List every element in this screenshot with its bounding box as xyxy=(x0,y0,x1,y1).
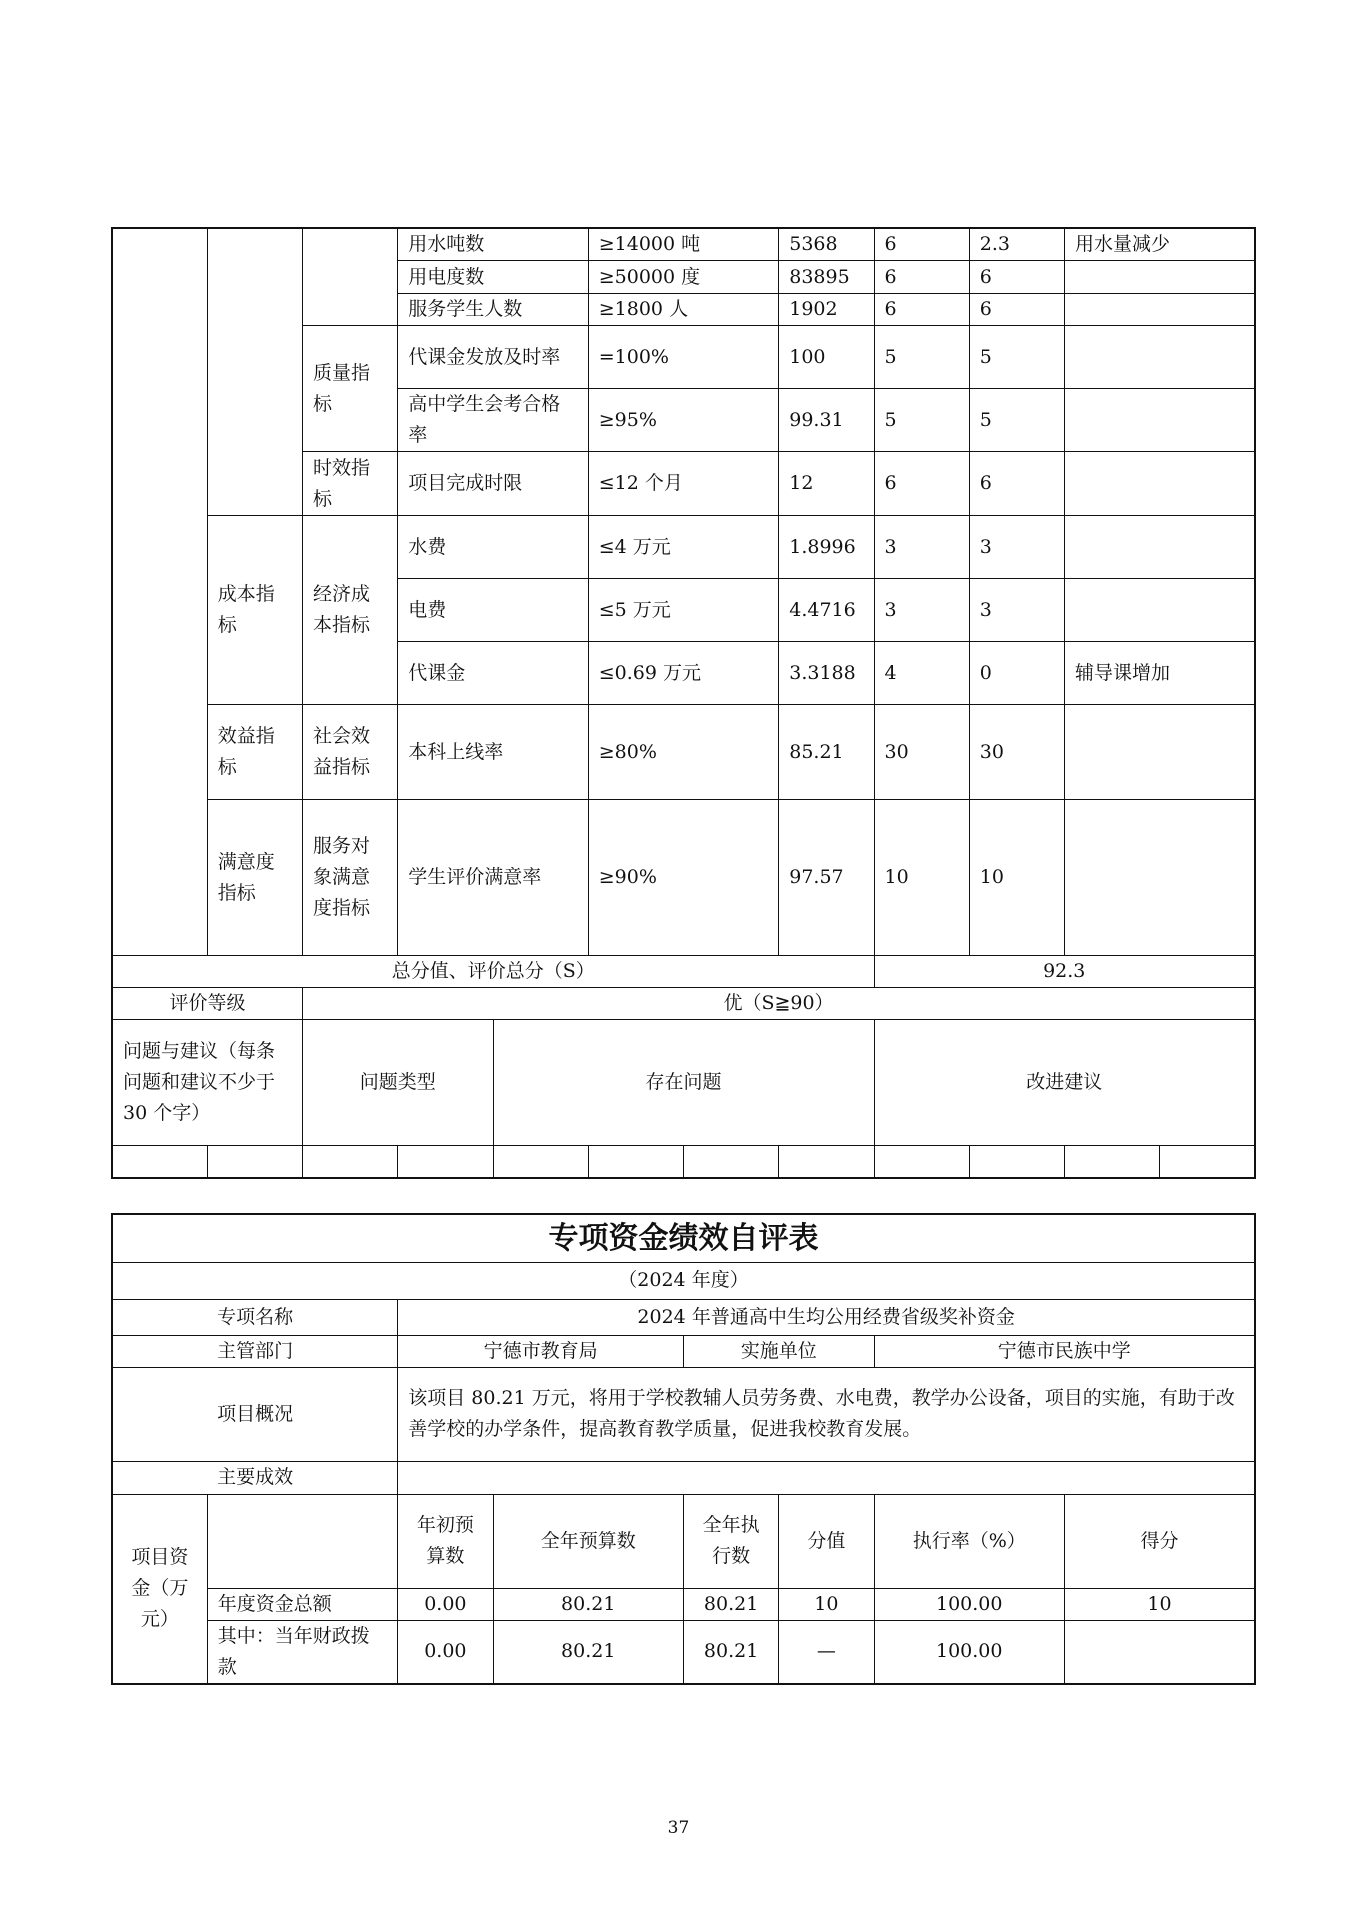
total-label: 总分值、评价总分（S） xyxy=(112,956,874,988)
cell-weight: 10 xyxy=(779,1588,874,1620)
indicator-name: 电费 xyxy=(398,579,589,642)
project-name-label: 专项名称 xyxy=(112,1299,398,1335)
indicator-note: 辅导课增加 xyxy=(1065,642,1256,705)
level1-cost: 成本指标 xyxy=(207,516,302,705)
indicator-actual: 5368 xyxy=(779,228,874,261)
indicator-score: 10 xyxy=(969,800,1064,956)
indicator-target: ≥14000 吨 xyxy=(588,228,779,261)
table-row xyxy=(112,705,1255,800)
indicator-score: 3 xyxy=(969,579,1064,642)
indicator-name: 服务学生人数 xyxy=(398,294,589,326)
blank-cell xyxy=(207,1146,302,1178)
indicator-actual: 3.3188 xyxy=(779,642,874,705)
indicator-name: 项目完成时限 xyxy=(398,452,589,516)
indicator-weight: 30 xyxy=(874,705,969,800)
indicator-target: ≥80% xyxy=(588,705,779,800)
indicator-name: 代课金发放及时率 xyxy=(398,326,589,389)
indicator-score: 6 xyxy=(969,452,1064,516)
results-label: 主要成效 xyxy=(112,1461,398,1494)
indicator-target: =100% xyxy=(588,326,779,389)
indicator-note xyxy=(1065,261,1256,294)
indicator-target: ≥95% xyxy=(588,389,779,452)
indicator-note xyxy=(1065,579,1256,642)
indicator-target: ≤5 万元 xyxy=(588,579,779,642)
indicator-target: ≥1800 人 xyxy=(588,294,779,326)
level2-satisfaction: 服务对象满意度指标 xyxy=(303,800,398,956)
level0-blank xyxy=(112,228,207,956)
indicator-note xyxy=(1065,326,1256,389)
blank-cell xyxy=(493,1146,588,1178)
blank-cell xyxy=(1065,1146,1160,1178)
indicator-target: ≤12 个月 xyxy=(588,452,779,516)
table-row xyxy=(112,1620,1255,1684)
indicator-weight: 6 xyxy=(874,452,969,516)
level2-blank xyxy=(303,228,398,326)
grade-value: 优（S≧90） xyxy=(303,988,1256,1020)
indicator-actual: 85.21 xyxy=(779,705,874,800)
cell-executed: 80.21 xyxy=(684,1588,779,1620)
cell-executed: 80.21 xyxy=(684,1620,779,1684)
indicator-score: 6 xyxy=(969,294,1064,326)
indicator-note xyxy=(1065,705,1256,800)
cell-score xyxy=(1065,1620,1256,1684)
dept-value: 宁德市教育局 xyxy=(398,1335,684,1367)
indicator-actual: 1.8996 xyxy=(779,516,874,579)
indicator-note xyxy=(1065,389,1256,452)
page-number: 37 xyxy=(667,1818,690,1838)
indicator-actual: 83895 xyxy=(779,261,874,294)
cell-initial: 0.00 xyxy=(398,1588,493,1620)
level1-benefit: 效益指标 xyxy=(207,705,302,800)
indicator-note: 用水量减少 xyxy=(1065,228,1256,261)
indicator-actual: 4.4716 xyxy=(779,579,874,642)
issue-problem-header: 存在问题 xyxy=(493,1020,874,1146)
blank-cell xyxy=(112,1146,207,1178)
indicator-score: 0 xyxy=(969,642,1064,705)
indicator-actual: 1902 xyxy=(779,294,874,326)
indicator-weight: 10 xyxy=(874,800,969,956)
indicator-target: ≥50000 度 xyxy=(588,261,779,294)
indicator-score: 5 xyxy=(969,389,1064,452)
cell-rate: 100.00 xyxy=(874,1620,1065,1684)
level2-quality: 质量指标 xyxy=(303,326,398,452)
indicator-note xyxy=(1065,452,1256,516)
blank-header xyxy=(207,1494,398,1588)
overview-value: 该项目 80.21 万元，将用于学校教辅人员劳务费、水电费，教学办公设备，项目的实施，有助于改善学校的办学条件，提高教育教学质量，促进我校教育发展。 xyxy=(398,1367,1255,1461)
indicator-name: 用水吨数 xyxy=(398,228,589,261)
indicator-name: 本科上线率 xyxy=(398,705,589,800)
total-value: 92.3 xyxy=(874,956,1255,988)
indicator-note xyxy=(1065,800,1256,956)
indicator-actual: 97.57 xyxy=(779,800,874,956)
indicator-name: 学生评价满意率 xyxy=(398,800,589,956)
level2-econ-cost: 经济成本指标 xyxy=(303,516,398,705)
table-year: （2024 年度） xyxy=(112,1262,1255,1299)
blank-cell xyxy=(1160,1146,1255,1178)
blank-cell xyxy=(684,1146,779,1178)
cell-annual: 80.21 xyxy=(493,1620,684,1684)
special-fund-self-evaluation-table xyxy=(111,1213,1256,1685)
cell-annual: 80.21 xyxy=(493,1588,684,1620)
table-row xyxy=(112,228,1255,261)
blank-cell xyxy=(969,1146,1064,1178)
project-name-value: 2024 年普通高中生均公用经费省级奖补资金 xyxy=(398,1299,1255,1335)
issue-type-header: 问题类型 xyxy=(303,1020,494,1146)
indicator-score: 5 xyxy=(969,326,1064,389)
header-weight: 分值 xyxy=(779,1494,874,1588)
header-initial: 年初预算数 xyxy=(398,1494,493,1588)
indicator-target: ≥90% xyxy=(588,800,779,956)
level2-timeliness: 时效指标 xyxy=(303,452,398,516)
performance-indicator-table xyxy=(111,227,1256,1179)
header-score: 得分 xyxy=(1065,1494,1256,1588)
overview-label: 项目概况 xyxy=(112,1367,398,1461)
header-rate: 执行率（%） xyxy=(874,1494,1065,1588)
blank-cell xyxy=(303,1146,398,1178)
unit-value: 宁德市民族中学 xyxy=(874,1335,1255,1367)
level2-social: 社会效益指标 xyxy=(303,705,398,800)
cell-rate: 100.00 xyxy=(874,1588,1065,1620)
issue-suggestion-header: 改进建议 xyxy=(874,1020,1255,1146)
indicator-name: 水费 xyxy=(398,516,589,579)
header-executed: 全年执行数 xyxy=(684,1494,779,1588)
table-title: 专项资金绩效自评表 xyxy=(112,1214,1255,1262)
funds-label: 项目资金（万元） xyxy=(112,1494,207,1684)
indicator-actual: 99.31 xyxy=(779,389,874,452)
indicator-weight: 3 xyxy=(874,516,969,579)
header-annual: 全年预算数 xyxy=(493,1494,684,1588)
blank-cell xyxy=(398,1146,493,1178)
row-label: 其中：当年财政拨款 xyxy=(207,1620,398,1684)
indicator-score: 30 xyxy=(969,705,1064,800)
grade-label: 评价等级 xyxy=(112,988,303,1020)
indicator-weight: 5 xyxy=(874,326,969,389)
indicator-actual: 12 xyxy=(779,452,874,516)
level1-blank xyxy=(207,228,302,516)
indicator-actual: 100 xyxy=(779,326,874,389)
blank-cell xyxy=(874,1146,969,1178)
cell-weight: — xyxy=(779,1620,874,1684)
level1-satisfaction: 满意度指标 xyxy=(207,800,302,956)
issues-label: 问题与建议（每条问题和建议不少于 30 个字） xyxy=(112,1020,303,1146)
indicator-name: 用电度数 xyxy=(398,261,589,294)
indicator-name: 代课金 xyxy=(398,642,589,705)
unit-label: 实施单位 xyxy=(684,1335,875,1367)
indicator-note xyxy=(1065,294,1256,326)
indicator-weight: 6 xyxy=(874,228,969,261)
indicator-score: 6 xyxy=(969,261,1064,294)
row-label: 年度资金总额 xyxy=(207,1588,398,1620)
blank-cell xyxy=(588,1146,683,1178)
cell-initial: 0.00 xyxy=(398,1620,493,1684)
indicator-note xyxy=(1065,516,1256,579)
indicator-weight: 6 xyxy=(874,261,969,294)
results-value xyxy=(398,1461,1255,1494)
indicator-score: 2.3 xyxy=(969,228,1064,261)
indicator-target: ≤4 万元 xyxy=(588,516,779,579)
indicator-weight: 6 xyxy=(874,294,969,326)
dept-label: 主管部门 xyxy=(112,1335,398,1367)
indicator-target: ≤0.69 万元 xyxy=(588,642,779,705)
indicator-weight: 5 xyxy=(874,389,969,452)
table-row xyxy=(112,1588,1255,1620)
indicator-name: 高中学生会考合格率 xyxy=(398,389,589,452)
blank-cell xyxy=(779,1146,874,1178)
indicator-weight: 4 xyxy=(874,642,969,705)
indicator-score: 3 xyxy=(969,516,1064,579)
table-row xyxy=(112,800,1255,956)
indicator-weight: 3 xyxy=(874,579,969,642)
table-row xyxy=(112,516,1255,579)
cell-score: 10 xyxy=(1065,1588,1256,1620)
